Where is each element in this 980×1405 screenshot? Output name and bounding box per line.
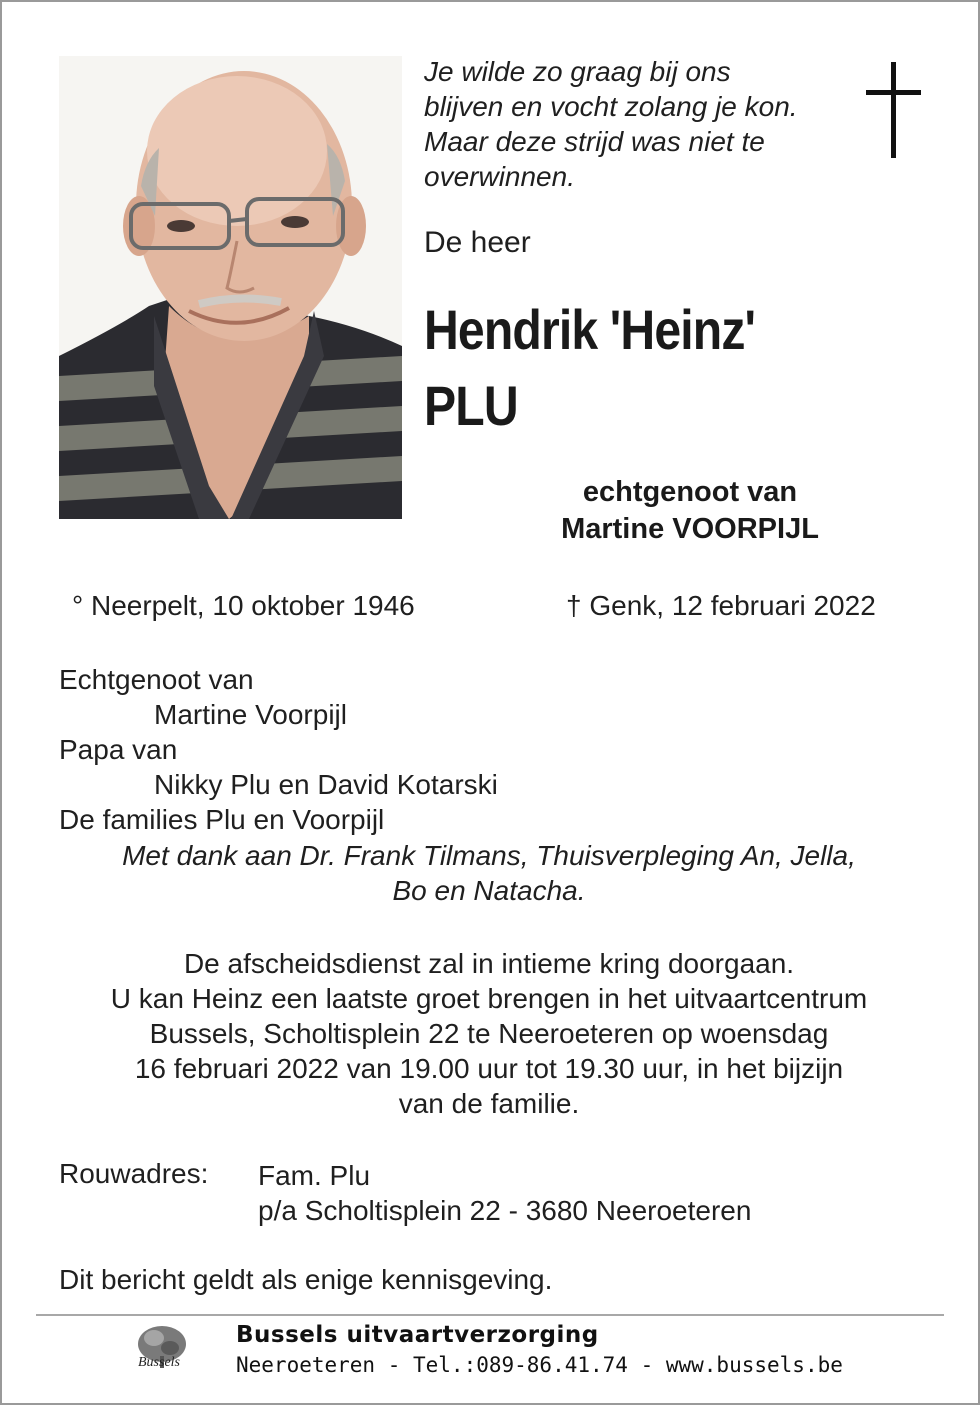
poem-line: Je wilde zo graag bij ons [424, 56, 731, 87]
logo-text: Bussels [138, 1355, 180, 1370]
service-line: Bussels, Scholtisplein 22 te Neeroeteren op woensdag [149, 1018, 829, 1049]
portrait-photo [59, 56, 402, 519]
children-names: Nikky Plu en David Kotarski [154, 769, 498, 800]
spouse-line: echtgenoot van [582, 476, 798, 508]
families-line: De families Plu en Voorpijl [59, 804, 385, 835]
spouse-label: Echtgenoot van [59, 664, 254, 695]
spouse-name: Martine VOORPIJL [561, 513, 819, 545]
address-line: p/a Scholtisplein 22 - 3680 Neeroeteren [258, 1195, 752, 1226]
first-name: Hendrik 'Heinz' [424, 298, 756, 361]
children-label: Papa van [59, 734, 178, 765]
service-line: 16 februari 2022 van 19.00 uur tot 19.30 uur, in het bijzijn [134, 1053, 844, 1084]
spouse-block [470, 474, 910, 548]
service-line: van de familie. [398, 1088, 580, 1119]
birth-info: ° Neerpelt, 10 oktober 1946 [72, 590, 415, 621]
spouse-name: Martine Voorpijl [154, 699, 347, 730]
address-line: Fam. Plu [258, 1160, 371, 1191]
poem-line: Maar deze strijd was niet te [424, 126, 765, 157]
company-name: Bussels uitvaartverzorging [236, 1322, 599, 1348]
family-list [59, 662, 498, 837]
poem-line: blijven en vocht zolang je kon. [424, 91, 798, 122]
thanks-note [59, 838, 919, 908]
poem-line: overwinnen. [424, 161, 575, 192]
bussels-logo [132, 1322, 194, 1378]
death-info: † Genk, 12 februari 2022 [566, 590, 876, 621]
honorific: De heer [424, 226, 531, 259]
service-line: U kan Heinz een laatste groet brengen in het uitvaartcentrum [110, 983, 868, 1014]
cross-icon [866, 62, 921, 158]
address-label: Rouwadres: [59, 1158, 209, 1189]
service-line: De afscheidsdienst zal in intieme kring doorgaan. [183, 948, 795, 979]
poem [424, 54, 854, 194]
thanks-line: Bo en Natacha. [392, 875, 586, 906]
deceased-name [424, 292, 755, 444]
footer-divider [36, 1314, 944, 1316]
company-contact: Neeroeteren - Tel.:089-86.41.74 - www.bussels.be [236, 1353, 843, 1377]
mourning-address [258, 1158, 751, 1228]
last-name: PLU [424, 374, 518, 437]
notice-text: Dit bericht geldt als enige kennisgeving. [59, 1264, 553, 1295]
service-info [59, 946, 919, 1121]
thanks-line: Met dank aan Dr. Frank Tilmans, Thuisverpleging An, Jella, [122, 840, 856, 871]
